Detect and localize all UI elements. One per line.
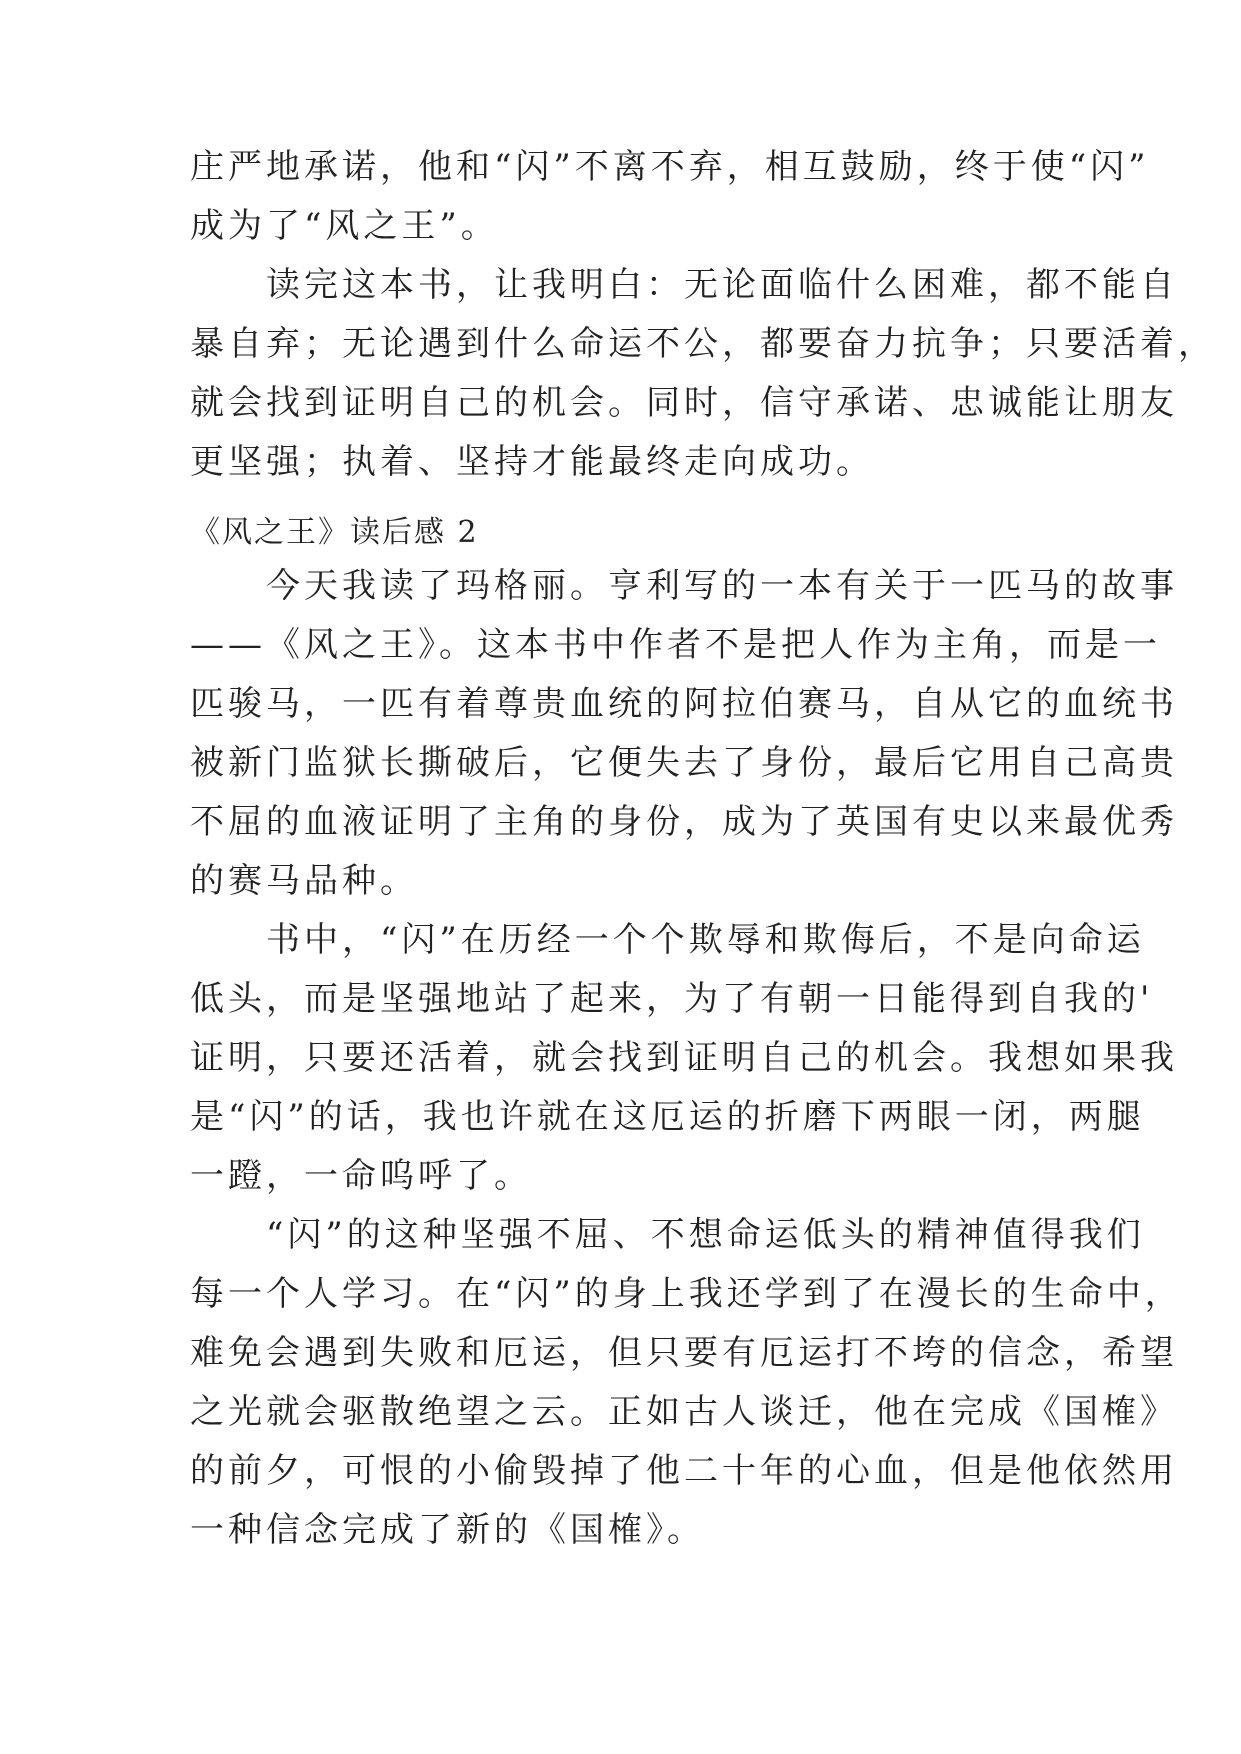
paragraph-line: 就会找到证明自己的机会。同时，信守承诺、忠诚能让朋友	[190, 383, 1178, 423]
paragraph-line: 读完这本书，让我明白：无论面临什么困难，都不能自	[190, 265, 1178, 305]
paragraph-line: 更坚强；执着、坚持才能最终走向成功。	[190, 442, 874, 482]
paragraph-line: 暴自弃；无论遇到什么命运不公，都要奋力抗争；只要活着，	[190, 324, 1216, 364]
paragraph-line: 是“闪”的话，我也许就在这厄运的折磨下两眼一闭，两腿	[190, 1097, 1145, 1137]
paragraph-line: 低头，而是坚强地站了起来，为了有朝一日能得到自我的'	[190, 979, 1154, 1019]
paragraph-line: 证明，只要还活着，就会找到证明自己的机会。我想如果我	[190, 1038, 1178, 1078]
paragraph-line: 成为了“风之王”。	[190, 206, 499, 246]
paragraph-line: “闪”的这种坚强不屈、不想命运低头的精神值得我们	[190, 1215, 1145, 1255]
paragraph-line: 的前夕，可恨的小偷毁掉了他二十年的心血，但是他依然用	[190, 1451, 1178, 1491]
paragraph-line: 今天我读了玛格丽。亨利写的一本有关于一匹马的故事	[190, 566, 1178, 606]
paragraph-line: 的赛马品种。	[190, 861, 418, 901]
paragraph-line: 不屈的血液证明了主角的身份，成为了英国有史以来最优秀	[190, 802, 1178, 842]
paragraph-line: 难免会遇到失败和厄运，但只要有厄运打不垮的信念，希望	[190, 1333, 1178, 1373]
paragraph-line: 庄严地承诺，他和“闪”不离不弃，相互鼓励，终于使“闪”	[190, 147, 1150, 187]
paragraph-line: 匹骏马，一匹有着尊贵血统的阿拉伯赛马，自从它的血统书	[190, 684, 1178, 724]
paragraph-line: ——《风之王》。这本书中作者不是把人作为主角，而是一	[190, 625, 1161, 665]
paragraph-line: 之光就会驱散绝望之云。正如古人谈迁，他在完成《国榷》	[190, 1392, 1178, 1432]
paragraph-line: 每一个人学习。在“闪”的身上我还学到了在漫长的生命中，	[190, 1274, 1183, 1314]
paragraph-line: 一种信念完成了新的《国榷》。	[190, 1510, 705, 1550]
paragraph-line: 被新门监狱长撕破后，它便失去了身份，最后它用自己高贵	[190, 743, 1178, 783]
paragraph-line: 书中，“闪”在历经一个个欺辱和欺侮后，不是向命运	[190, 920, 1145, 960]
paragraph-line: 一蹬，一命呜呼了。	[190, 1156, 532, 1196]
paragraph-group-main	[190, 557, 1183, 1560]
section-heading: 《风之王》读后感 2	[190, 515, 479, 550]
paragraph-group-top	[190, 138, 1216, 492]
